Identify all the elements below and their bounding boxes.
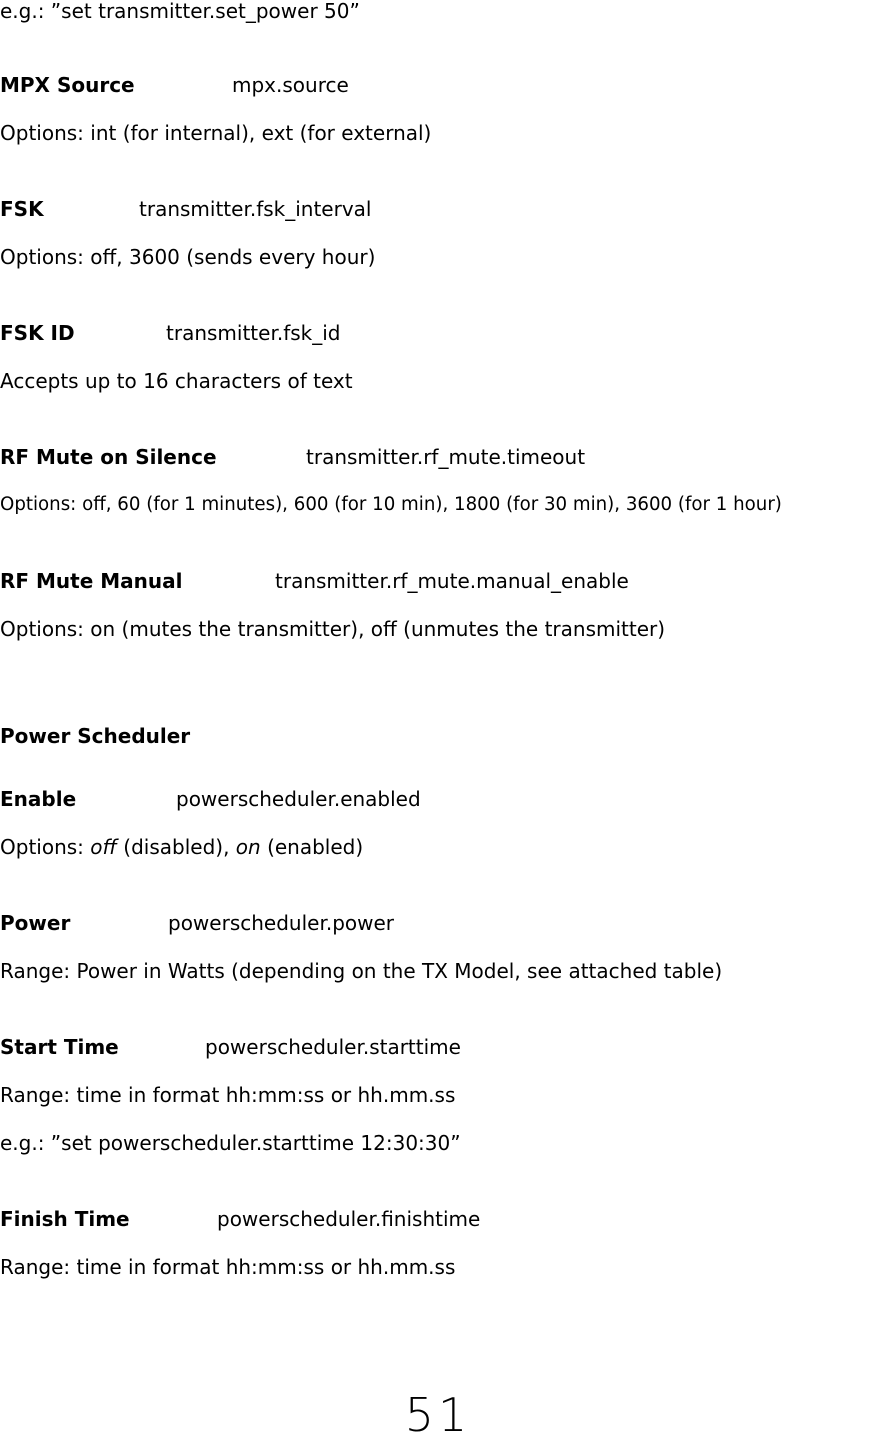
setting-label: Start Time — [0, 1035, 119, 1059]
option-on: on — [235, 835, 261, 859]
setting-description: Options: on (mutes the transmitter), off (unmutes the transmitter) — [0, 617, 666, 641]
section-title: Power Scheduler — [0, 724, 191, 748]
setting-description: Range: Power in Watts (depending on the TX Model, see attached table) — [0, 959, 723, 983]
setting-label: FSK ID — [0, 321, 75, 345]
setting-command: powerscheduler.power — [168, 911, 395, 935]
options-mid: (disabled), — [116, 835, 236, 859]
setting-command: powerscheduler.enabled — [176, 787, 421, 811]
setting-label: Enable — [0, 787, 77, 811]
setting-command: transmitter.rf_mute.timeout — [306, 445, 586, 469]
setting-description: Range: time in format hh:mm:ss or hh.mm.ss — [0, 1083, 456, 1107]
setting-label: Finish Time — [0, 1207, 130, 1231]
setting-label: FSK — [0, 197, 44, 221]
setting-command: transmitter.rf_mute.manual_enable — [275, 569, 629, 593]
setting-command: powerscheduler.finishtime — [217, 1207, 481, 1231]
setting-label: Power — [0, 911, 71, 935]
setting-description — [0, 835, 363, 859]
setting-command: powerscheduler.starttime — [205, 1035, 461, 1059]
setting-label: RF Mute Manual — [0, 569, 183, 593]
setting-description: Options: off, 3600 (sends every hour) — [0, 245, 376, 269]
page-number: 51 — [404, 1388, 472, 1442]
setting-label: MPX Source — [0, 73, 135, 97]
setting-command: mpx.source — [232, 73, 349, 97]
setting-label: RF Mute on Silence — [0, 445, 217, 469]
setting-example: e.g.: ”set powerscheduler.starttime 12:30:30” — [0, 1131, 461, 1155]
setting-description: Options: off, 60 (for 1 minutes), 600 (for 10 min), 1800 (for 30 min), 3600 (for 1 hour) — [0, 494, 782, 515]
setting-description: Accepts up to 16 characters of text — [0, 369, 353, 393]
top-example: e.g.: ”set transmitter.set_power 50” — [0, 0, 360, 23]
setting-command: transmitter.fsk_interval — [139, 197, 372, 221]
options-prefix: Options: — [0, 835, 91, 859]
options-suffix: (enabled) — [260, 835, 364, 859]
setting-description: Options: int (for internal), ext (for external) — [0, 121, 432, 145]
setting-description: Range: time in format hh:mm:ss or hh.mm.ss — [0, 1255, 456, 1279]
setting-command: transmitter.fsk_id — [166, 321, 341, 345]
option-off: off — [90, 835, 117, 859]
